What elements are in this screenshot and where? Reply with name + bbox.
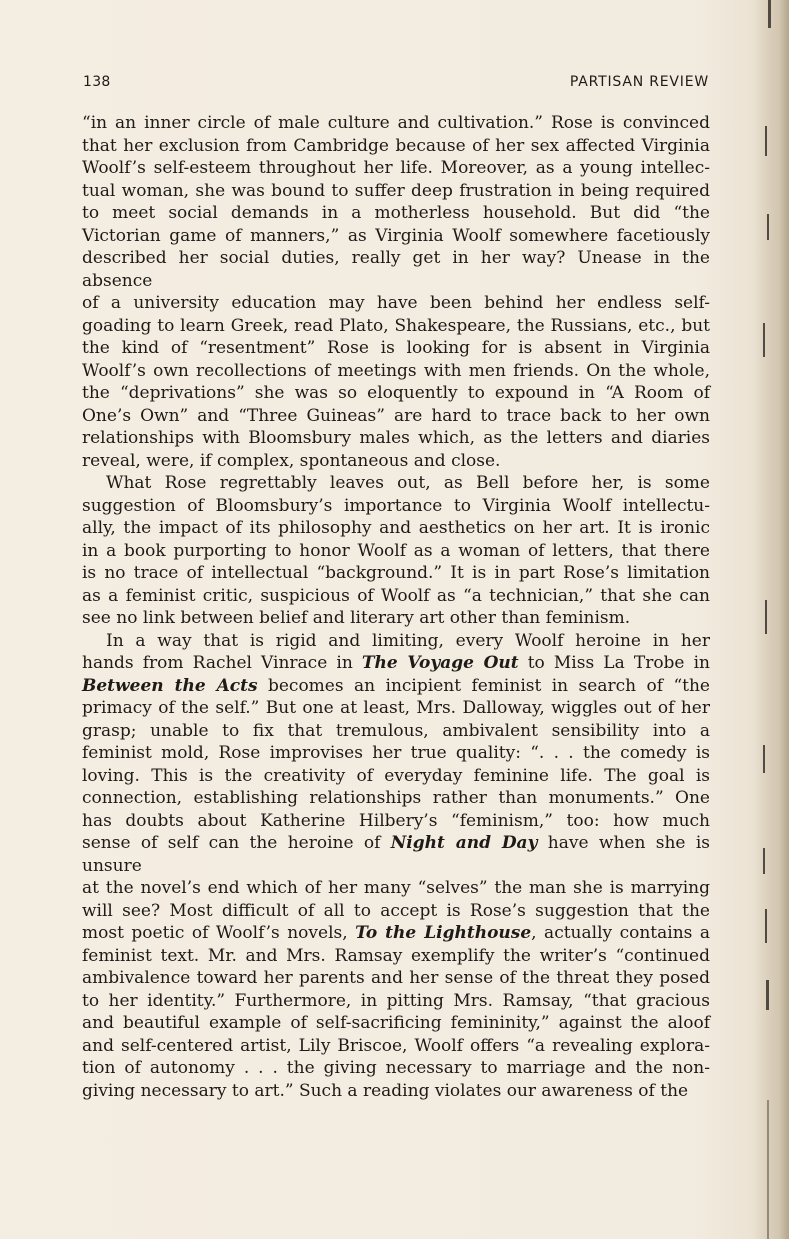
article-body bbox=[82, 112, 716, 1102]
text-line: hands from Rachel Vinrace in The Voyage Out to Miss La Trobe in bbox=[82, 653, 710, 673]
text-line: the kind of “resentment” Rose is looking for is absent in Virginia bbox=[82, 338, 710, 358]
text-line: to meet social demands in a motherless household. But did “the bbox=[82, 203, 710, 223]
text-line: “in an inner circle of male culture and cultivation.” Rose is convinced bbox=[82, 113, 710, 133]
paragraph bbox=[82, 630, 716, 1103]
text-line: will see? Most difficult of all to accept is Rose’s suggestion that the bbox=[82, 900, 710, 921]
text-line: described her social duties, really get in her way? Unease in the absence bbox=[82, 248, 716, 291]
text-line: In a way that is rigid and limiting, every Woolf heroine in her bbox=[106, 630, 710, 651]
text-line: at the novel’s end which of her many “selves” the man she is marrying bbox=[82, 878, 710, 898]
text-line: What Rose regrettably leaves out, as Bell before her, is some bbox=[106, 473, 710, 493]
text-line: connection, establishing relationships rather than monuments.” One bbox=[82, 788, 710, 808]
page-number: 138 bbox=[83, 74, 111, 90]
text-line: and beautiful example of self-sacrificing femininity,” against the aloof bbox=[82, 1013, 710, 1033]
page-edge-mark bbox=[765, 126, 767, 156]
page-edge-mark bbox=[763, 745, 765, 773]
italic-title: To the Lighthouse bbox=[355, 923, 532, 943]
page-edge-mark bbox=[768, 0, 771, 28]
page-edge-mark bbox=[765, 600, 767, 634]
text-line: to her identity.” Furthermore, in pitting Mrs. Ramsay, “that gracious bbox=[82, 990, 710, 1011]
text-line: and self-centered artist, Lily Briscoe, Woolf offers “a revealing explora- bbox=[82, 1035, 710, 1056]
page-edge-mark bbox=[765, 909, 767, 943]
text-line: One’s Own” and “Three Guineas” are hard to trace back to her own bbox=[82, 405, 710, 426]
running-head: PARTISAN REVIEW bbox=[569, 74, 709, 90]
text-line: Victorian game of manners,” as Virginia Woolf somewhere facetiously bbox=[82, 225, 710, 246]
italic-title: Between the Acts bbox=[82, 675, 258, 696]
text-line: of a university education may have been behind her endless self- bbox=[82, 293, 710, 313]
text-line: Woolf’s self-esteem throughout her life. Moreover, as a young intellec- bbox=[82, 158, 710, 178]
page-edge-mark bbox=[767, 214, 769, 240]
italic-title: Night and Day bbox=[390, 833, 538, 853]
page-edge-shadow bbox=[755, 0, 789, 1239]
text-line: feminist text. Mr. and Mrs. Ramsay exemplify the writer’s “continued bbox=[82, 945, 710, 966]
page-edge-mark bbox=[766, 980, 769, 1010]
text-line: primacy of the self.” But one at least, Mrs. Dalloway, wiggles out of her bbox=[82, 698, 710, 718]
text-line: Between the Acts becomes an incipient feminist in search of “the bbox=[82, 675, 710, 696]
text-line: that her exclusion from Cambridge because of her sex affected Virginia bbox=[82, 135, 710, 156]
text-line: reveal, were, if complex, spontaneous and close. bbox=[82, 450, 501, 471]
text-line: in a book purporting to honor Woolf as a woman of letters, that there bbox=[82, 540, 710, 561]
text-line: is no trace of intellectual “background.” It is in part Rose’s limitation bbox=[82, 563, 710, 583]
text-line: grasp; unable to fix that tremulous, ambivalent sensibility into a bbox=[82, 720, 710, 741]
page-edge-mark bbox=[763, 848, 765, 874]
text-line: loving. This is the creativity of everyday feminine life. The goal is bbox=[82, 765, 710, 786]
text-line: ambivalence toward her parents and her sense of the threat they posed bbox=[82, 968, 710, 988]
text-line: Woolf’s own recollections of meetings with men friends. On the whole, bbox=[82, 360, 710, 381]
page-edge-mark bbox=[763, 323, 765, 357]
text-line: sense of self can the heroine of Night and Day have when she is unsure bbox=[82, 833, 716, 876]
text-line: goading to learn Greek, read Plato, Shakespeare, the Russians, etc., but bbox=[82, 315, 710, 336]
text-line: feminist mold, Rose improvises her true quality: “. . . the comedy is bbox=[82, 743, 710, 763]
text-line: see no link between belief and literary art other than feminism. bbox=[82, 608, 631, 628]
page-edge-mark bbox=[767, 1100, 769, 1239]
running-header bbox=[83, 74, 709, 96]
text-line: has doubts about Katherine Hilbery’s “feminism,” too: how much bbox=[82, 810, 710, 831]
text-line: ally, the impact of its philosophy and aesthetics on her art. It is ironic bbox=[82, 518, 710, 538]
text-line: suggestion of Bloomsbury’s importance to Virginia Woolf intellectu- bbox=[82, 495, 710, 516]
text-line: giving necessary to art.” Such a reading violates our awareness of the bbox=[82, 1080, 689, 1101]
text-line: most poetic of Woolf’s novels, To the Lighthouse, actually contains a bbox=[82, 923, 710, 943]
text-line: the “deprivations” she was so eloquently to expound in “A Room of bbox=[82, 383, 710, 403]
text-line: tual woman, she was bound to suffer deep frustration in being required bbox=[82, 180, 710, 201]
italic-title: The Voyage Out bbox=[361, 653, 519, 673]
text-line: tion of autonomy . . . the giving necessary to marriage and the non- bbox=[82, 1058, 710, 1078]
paragraph bbox=[82, 472, 710, 630]
text-line: relationships with Bloomsbury males which, as the letters and diaries bbox=[82, 428, 710, 448]
paragraph bbox=[82, 112, 716, 472]
text-line: as a feminist critic, suspicious of Woolf as “a technician,” that she can bbox=[82, 585, 710, 606]
